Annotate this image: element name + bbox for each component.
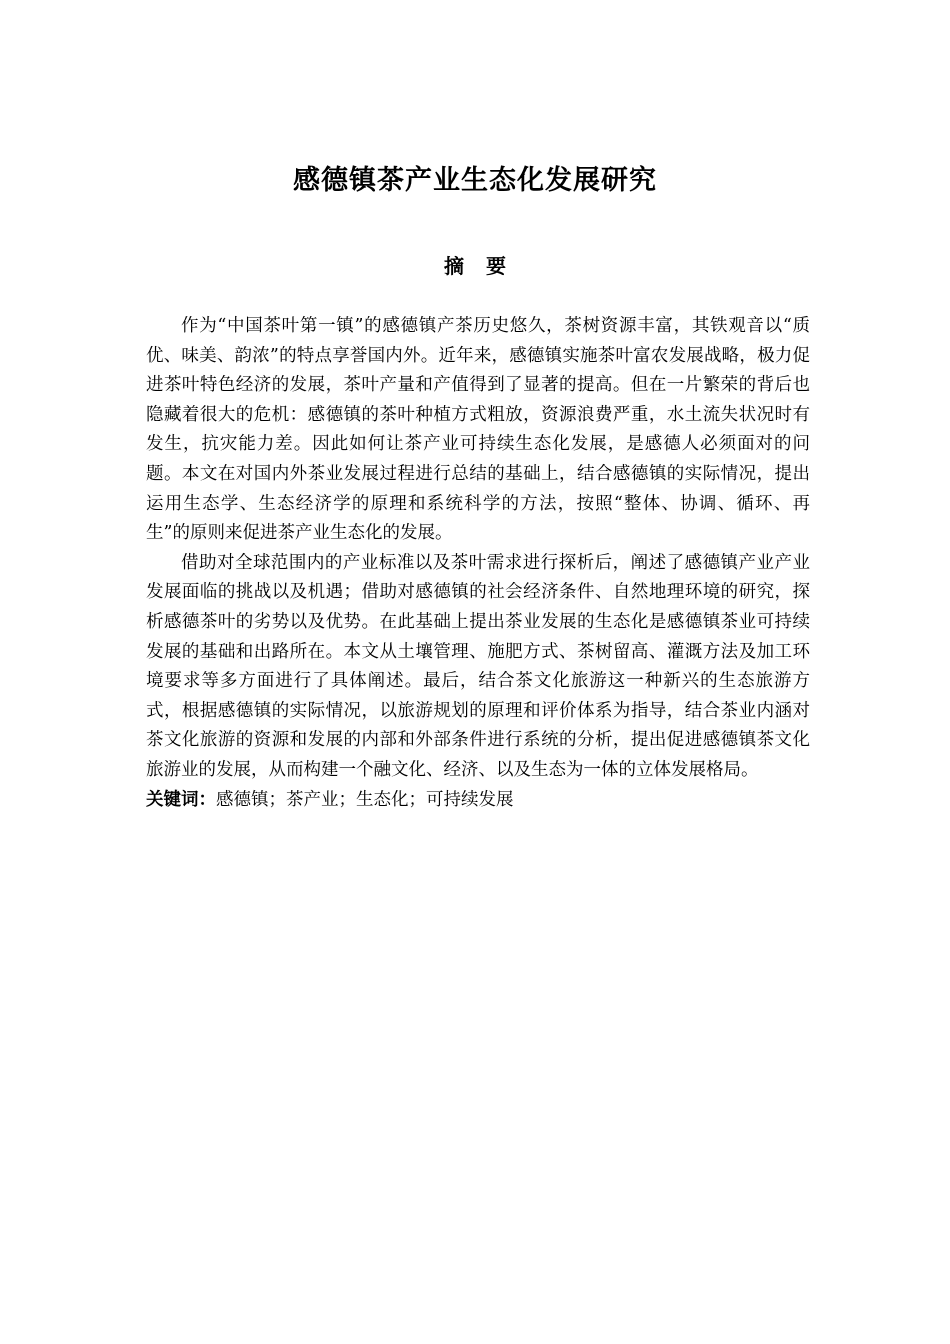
keywords-label: 关键词：: [146, 789, 216, 810]
abstract-body: [146, 312, 810, 815]
keywords-line: [146, 786, 810, 816]
abstract-paragraph-1: 作为“中国茶叶第一镇”的感德镇产茶历史悠久，茶树资源丰富，其铁观音以“质优、味美、韵浓”的特点享誉国内外。近年来，感德镇实施茶叶富农发展战略，极力促进茶叶特色经济的发展，茶叶产量和产值得到了显著的提高。但在一片繁荣的背后也隐藏着很大的危机：感德镇的茶叶种植方式粗放，资源浪费严重，水土流失状况时有发生，抗灾能力差。因此如何让茶产业可持续生态化发展，是感德人必须面对的问题。本文在对国内外茶业发展过程进行总结的基础上，结合感德镇的实际情况，提出运用生态学、生态经济学的原理和系统科学的方法，按照“整体、协调、循环、再生”的原则来促进茶产业生态化的发展。: [146, 316, 810, 544]
abstract-paragraph-2: 借助对全球范围内的产业标准以及茶叶需求进行探析后，阐述了感德镇产业产业发展面临的挑战以及机遇；借助对感德镇的社会经济条件、自然地理环境的研究，探析感德茶叶的劣势以及优势。在此基础上提出茶业发展的生态化是感德镇茶业可持续发展的基础和出路所在。本文从土壤管理、施肥方式、茶树留高、灌溉方法及加工环境要求等多方面进行了具体阐述。最后，结合茶文化旅游这一种新兴的生态旅游方式，根据感德镇的实际情况，以旅游规划的原理和评价体系为指导，结合茶业内涵对茶文化旅游的资源和发展的内部和外部条件进行系统的分析，提出促进感德镇茶文化旅游业的发展，从而构建一个融文化、经济、以及生态为一体的立体发展格局。: [146, 552, 810, 780]
keywords-value: 感德镇；茶产业；生态化；可持续发展: [216, 789, 514, 810]
document-title: 感德镇茶产业生态化发展研究: [293, 165, 657, 196]
abstract-heading: 摘要: [444, 254, 528, 278]
